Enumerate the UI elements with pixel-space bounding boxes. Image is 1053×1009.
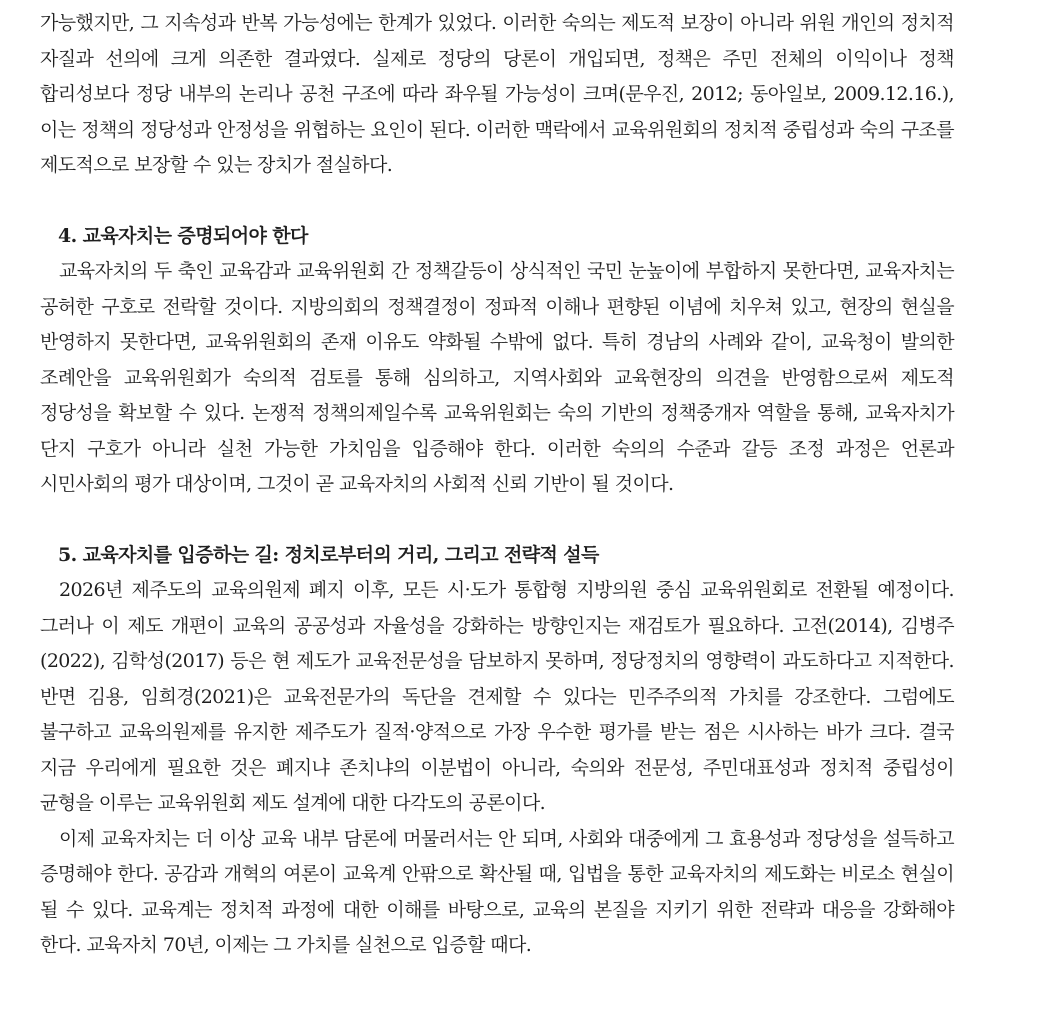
document-page <box>40 0 954 964</box>
body-paragraph: 교육자치의 두 축인 교육감과 교육위원회 간 정책갈등이 상식적인 국민 눈높이에 부합하지 못한다면, 교육자치는 공허한 구호로 전락할 것이다. 지방의회의 정책결정이 정파적 이해나 편향된 이념에 치우쳐 있고, 현장의 현실을 반영하지 못한다면, 교육위원회의 존재 이유도 약화될 수밖에 없다. 특히 경남의 사례와 같이, 교육청이 발의한 조례안을 교육위원회가 숙의적 검토를 통해 심의하고, 지역사회와 교육현장의 의견을 반영함으로써 제도적 정당성을 확보할 수 있다. 논쟁적 정책의제일수록 교육위원회는 숙의 기반의 정책중개자 역할을 통해, 교육자치가 단지 구호가 아니라 실천 가능한 가치임을 입증해야 한다. 이러한 숙의의 수준과 갈등 조정 과정은 언론과 시민사회의 평가 대상이며, 그것이 곧 교육자치의 사회적 신뢰 기반이 될 것이다. <box>40 260 954 495</box>
body-paragraph: 가능했지만, 그 지속성과 반복 가능성에는 한계가 있었다. 이러한 숙의는 제도적 보장이 아니라 위원 개인의 정치적 자질과 선의에 크게 의존한 결과였다. 실제로 정당의 당론이 개입되면, 정책은 주민 전체의 이익이나 정책 합리성보다 정당 내부의 논리나 공천 구조에 따라 좌우될 가능성이 크며(문우진, 2012; 동아일보, 2009.12.16.), 이는 정책의 정당성과 안정성을 위협하는 요인이 된다. 이러한 맥락에서 교육위원회의 정치적 중립성과 숙의 구조를 제도적으로 보장할 수 있는 장치가 절실하다. <box>40 12 954 176</box>
section-heading-5: 5. 교육자치를 입증하는 길: 정치로부터의 거리, 그리고 전략적 설득 <box>58 543 599 566</box>
body-paragraph: 이제 교육자치는 더 이상 교육 내부 담론에 머물러서는 안 되며, 사회와 대중에게 그 효용성과 정당성을 설득하고 증명해야 한다. 공감과 개혁의 여론이 교육계 안팎으로 확산될 때, 입법을 통한 교육자치의 제도화는 비로소 현실이 될 수 있다. 교육계는 정치적 과정에 대한 이해를 바탕으로, 교육의 본질을 지키기 위한 전략과 대응을 강화해야 한다. 교육자치 70년, 이제는 그 가치를 실천으로 입증할 때다. <box>40 827 954 956</box>
body-paragraph: 2026년 제주도의 교육의원제 폐지 이후, 모든 시·도가 통합형 지방의원 중심 교육위원회로 전환될 예정이다. 그러나 이 제도 개편이 교육의 공공성과 자율성을 강화하는 방향인지는 재검토가 필요하다. 고전(2014), 김병주(2022), 김학성(2017) 등은 현 제도가 교육전문성을 담보하지 못하며, 정당정치의 영향력이 과도하다고 지적한다. 반면 김용, 임희경(2021)은 교육전문가의 독단을 견제할 수 있다는 민주주의적 가치를 강조한다. 그럼에도 불구하고 교육의원제를 유지한 제주도가 질적·양적으로 가장 우수한 평가를 받는 점은 시사하는 바가 크다. 결국 지금 우리에게 필요한 것은 폐지냐 존치냐의 이분법이 아니라, 숙의와 전문성, 주민대표성과 정치적 중립성이 균형을 이루는 교육위원회 제도 설계에 대한 다각도의 공론이다. <box>40 579 954 814</box>
section-heading-4: 4. 교육자치는 증명되어야 한다 <box>58 224 308 247</box>
